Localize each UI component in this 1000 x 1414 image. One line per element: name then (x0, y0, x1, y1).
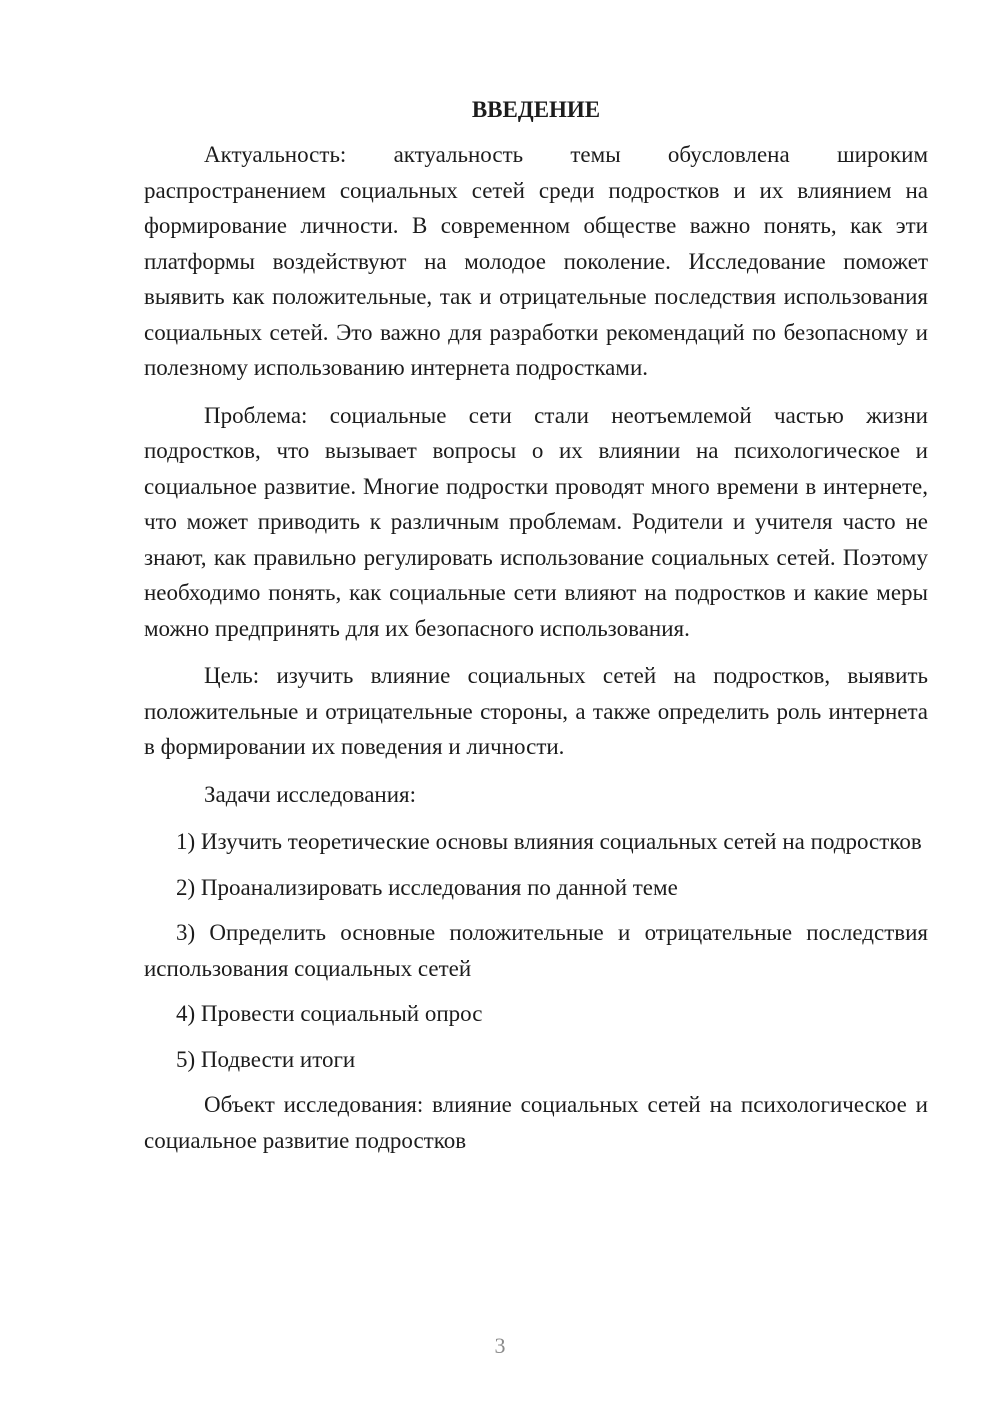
page-title: ВВЕДЕНИЕ (471, 97, 601, 122)
task-item-3: 3) Определить основные положительные и отрицательные последствия использования социальных сетей (144, 920, 928, 981)
tasks-heading: Задачи исследования: (204, 781, 417, 807)
task-item-1: 1) Изучить теоретические основы влияния социальных сетей на подростков (176, 829, 922, 854)
relevance-paragraph: Актуальность: актуальность темы обусловлена широким распространением социальных сетей среди подростков и их влиянием на формирование личности. В современном обществе важно понять, как эти платформы воздействуют на молодое поколение. Исследование поможет выявить как положительные, так и отрицательные последствия использования социальных сетей. Это важно для разработки рекомендаций по безопасному и полезному использованию интернета подростками. (144, 142, 928, 380)
object-paragraph: Объект исследования: влияние социальных сетей на психологическое и социальное развитие подростков (144, 1092, 928, 1153)
goal-paragraph: Цель: изучить влияние социальных сетей на подростков, выявить положительные и отрицательные стороны, а также определить роль интернета в формировании их поведения и личности. (144, 663, 928, 759)
page-number: 3 (494, 1333, 506, 1358)
task-item-5: 5) Подвести итоги (176, 1046, 356, 1072)
document-page (144, 92, 928, 1158)
problem-paragraph: Проблема: социальные сети стали неотъемлемой частью жизни подростков, что вызывает вопросы о их влиянии на психологическое и социальное развитие. Многие подростки проводят много времени в интернете, что может приводить к различным проблемам. Родители и учителя часто не знают, как правильно регулировать использование социальных сетей. Поэтому необходимо понять, как социальные сети влияют на подростков и какие меры можно предпринять для их безопасного использования. (144, 402, 928, 641)
task-item-2: 2) Проанализировать исследования по данной теме (176, 874, 678, 900)
task-item-4: 4) Провести социальный опрос (176, 1001, 483, 1026)
